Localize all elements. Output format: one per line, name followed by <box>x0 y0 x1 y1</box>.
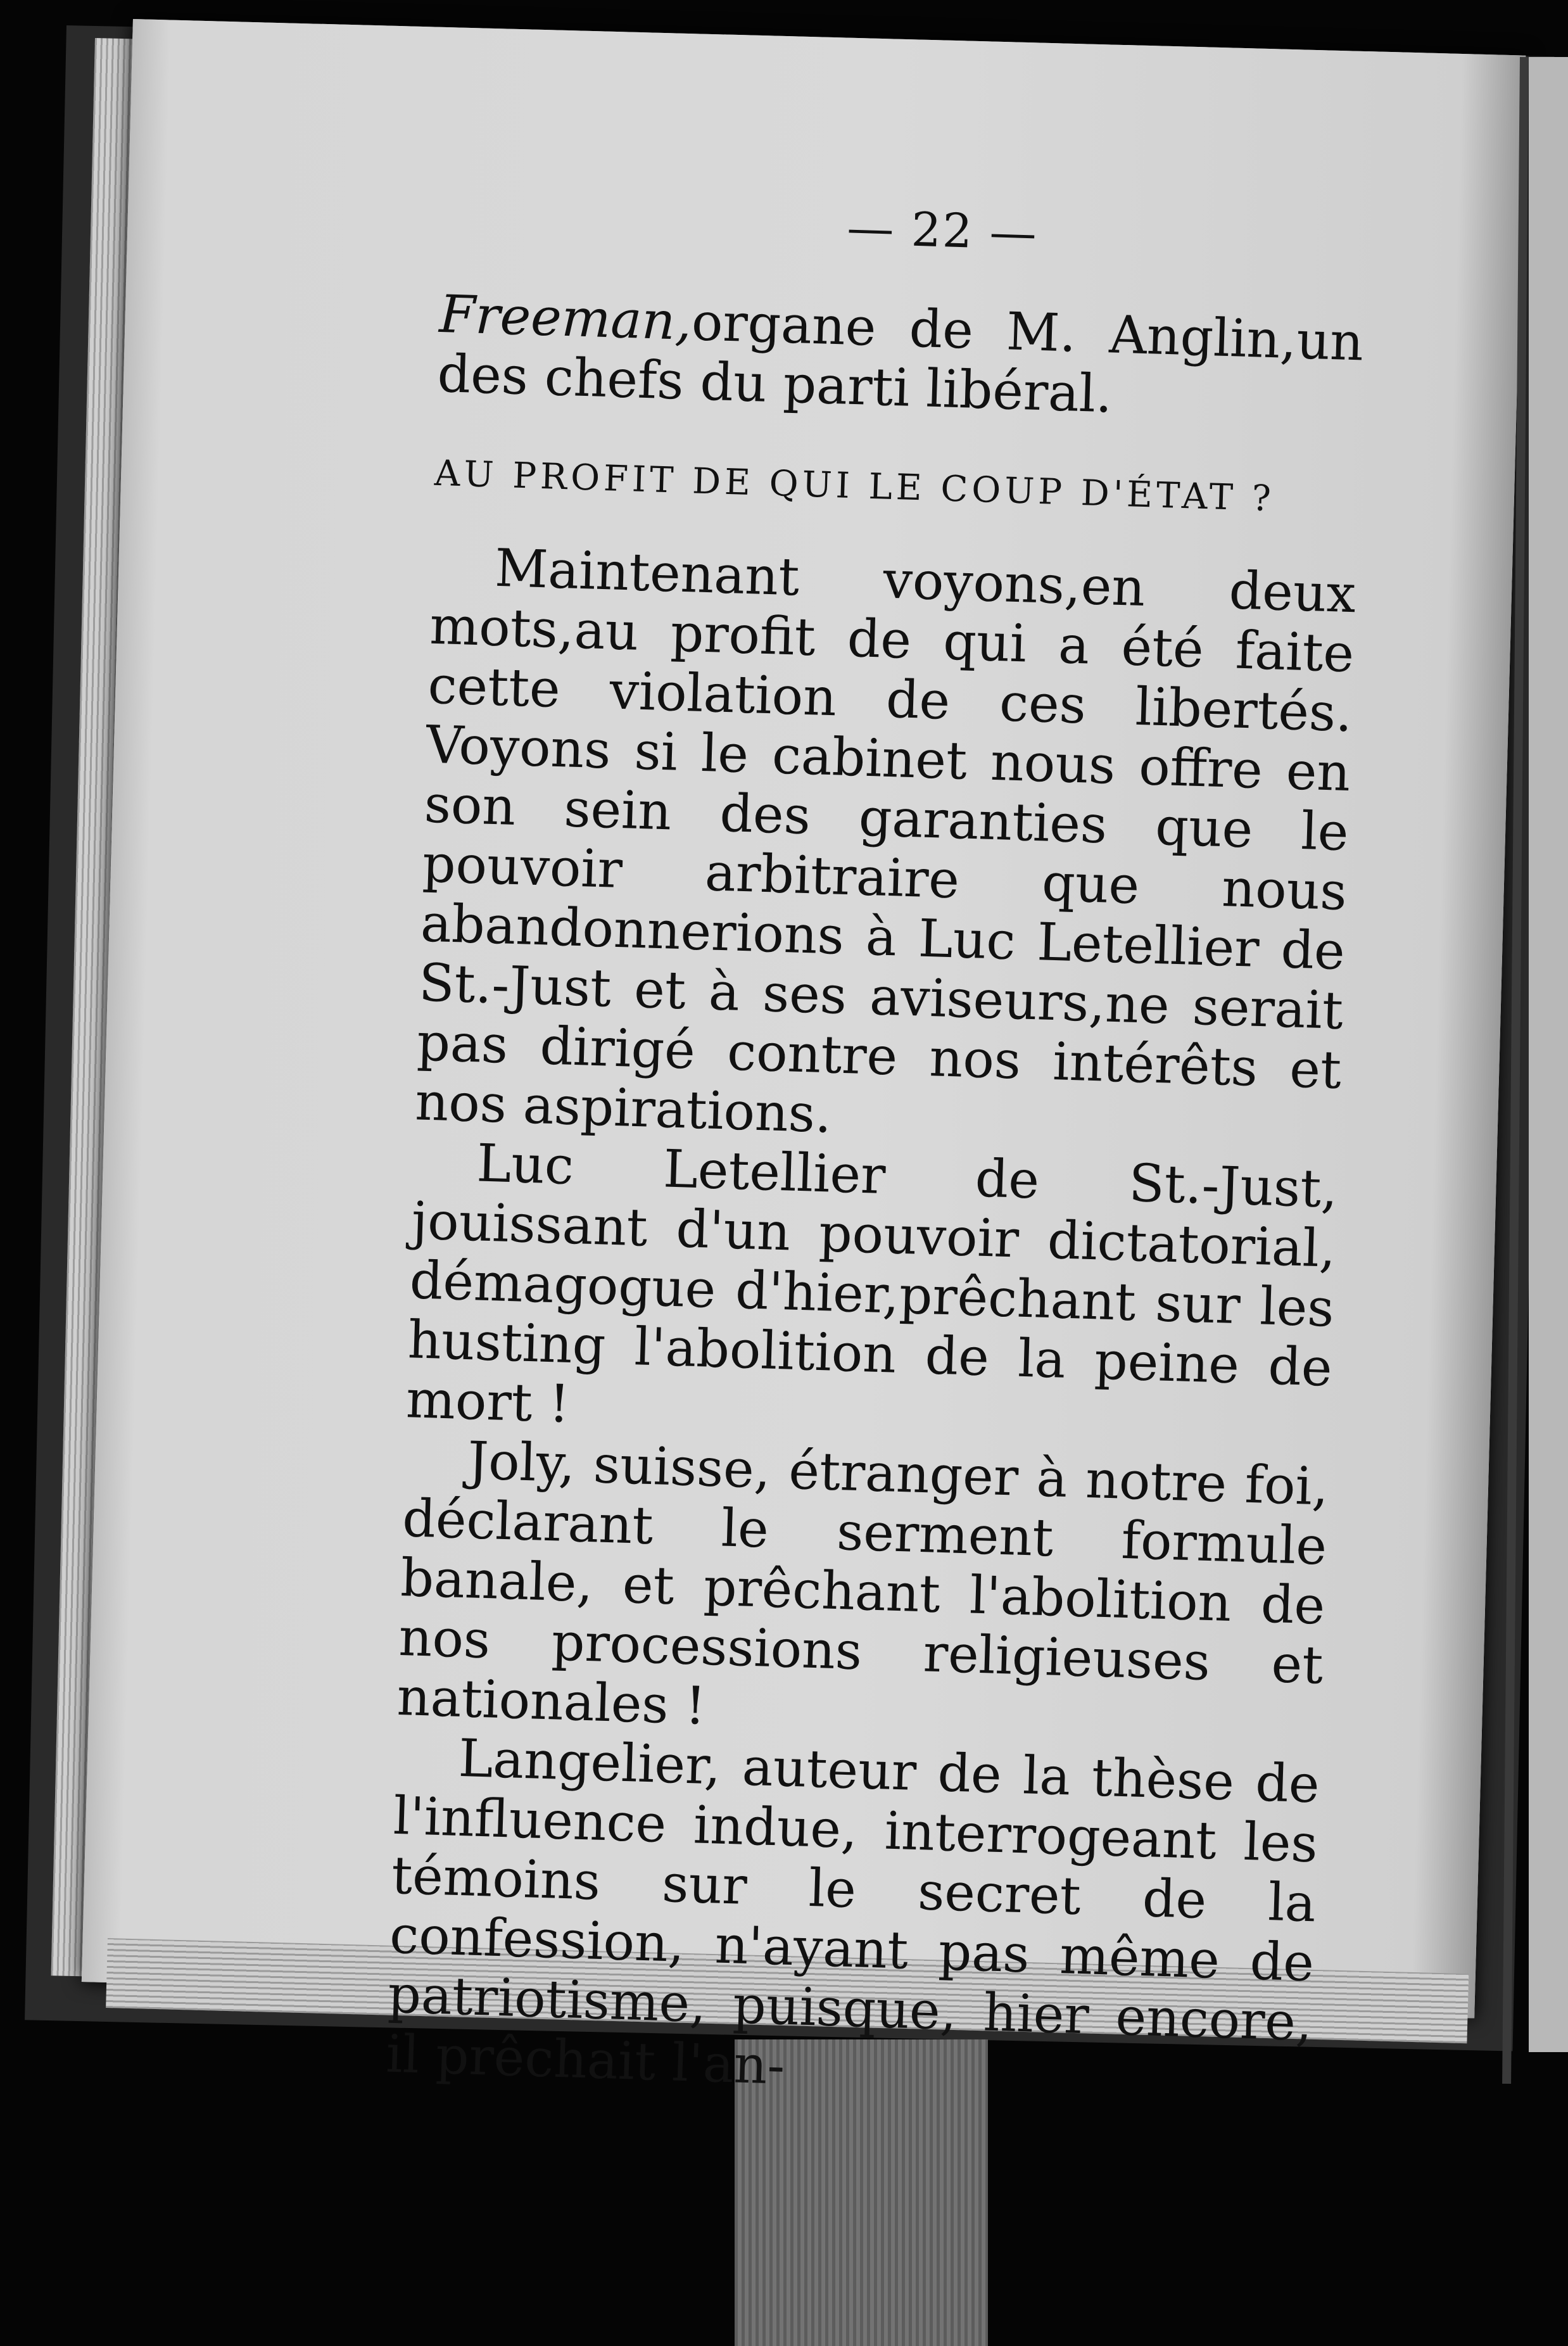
paragraph: Maintenant voyons,en deux mots,au profit de qui a été faite cette violation de ces libertés. Voyons si le cabinet nous offre en son sein des garanties que le pouvoir arbitraire que nous abandonnerions à Luc Letellier de St.-Just et à ses aviseurs,ne serait pas dirigé contre nos intérêts et nos aspirations. <box>414 538 1357 1145</box>
page-text <box>385 184 1367 2112</box>
facing-page-edge <box>1529 57 1568 2052</box>
intro-paragraph <box>436 285 1364 432</box>
page-number: — 22 — <box>846 200 1039 261</box>
paragraph: Langelier, auteur de la thèse de l'influence indue, interrogeant les témoins sur le secret de la confession, n'ayant pas même de patriotisme, puisque, hier encore, il prêchait l'an- <box>385 1728 1320 2096</box>
paragraph: Joly, suisse, étranger à notre foi, déclarant le serment formule banale, et prêchant l'abolition de nos processions religieuses et nationales ! <box>396 1431 1330 1737</box>
section-heading: AU PROFIT DE QUI LE COUP D'ÉTAT ? <box>434 452 1275 520</box>
paragraph: Luc Letellier de St.-Just, jouissant d'un pouvoir dictatorial, démagogue d'hier,prêchant sur les husting l'abolition de la peine de mort ! <box>405 1133 1339 1435</box>
intro-text: organe de M. Anglin,un des chefs du parti libéral. <box>436 292 1365 425</box>
newspaper-name: Freeman, <box>438 284 693 353</box>
